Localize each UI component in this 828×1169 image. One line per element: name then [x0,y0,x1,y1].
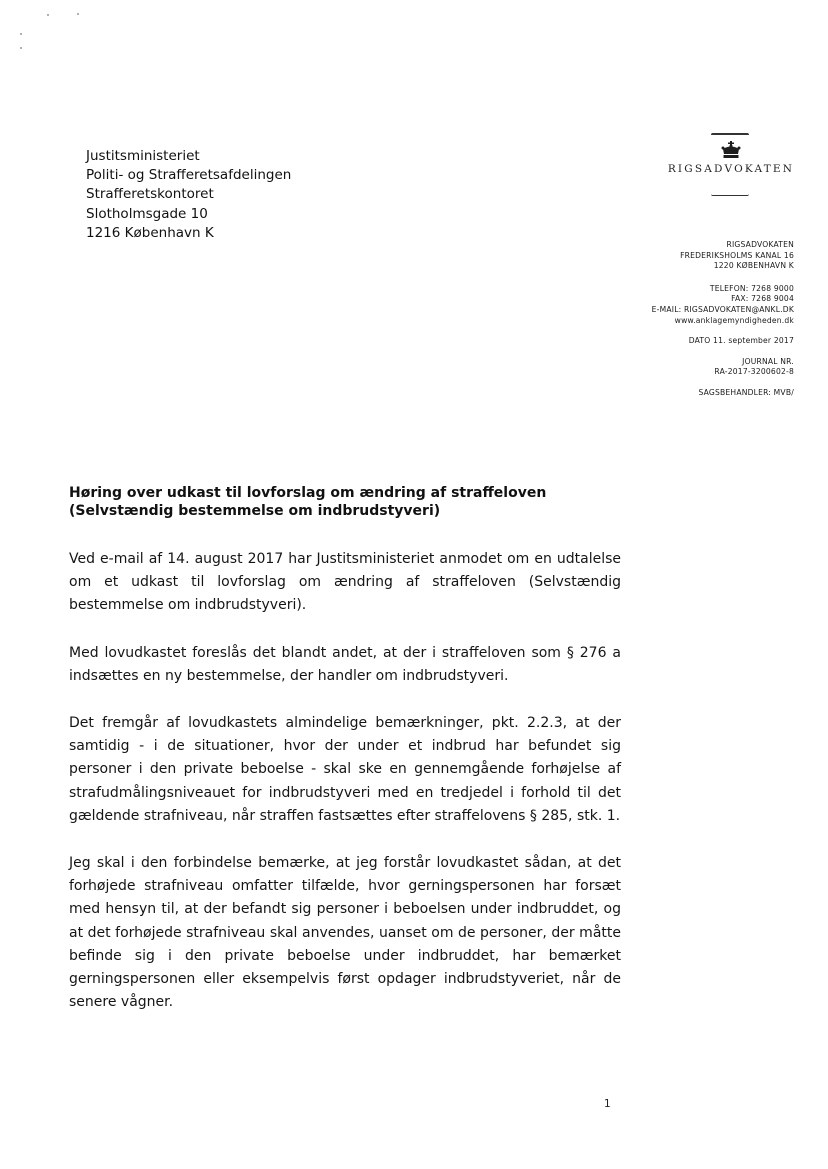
page-number: 1 [604,1098,611,1110]
body-paragraph: Ved e-mail af 14. august 2017 har Justitsministeriet anmodet om en udtalelse om et udkast til lovforslag om ændring af straffeloven (Selvstændig bestemmelse om indbrudstyveri). [69,551,621,614]
letter-date: DATO 11. september 2017 [688,336,794,346]
journal-number: RA-2017-3200602-8 [714,367,794,377]
sender-address-line: FREDERIKSHOLMS KANAL 16 [680,250,794,260]
logo-bottom-rule [711,194,749,196]
sender-phone: TELEFON: 7268 9000 [709,283,794,293]
crown-icon [664,141,798,161]
sender-address-line: RIGSADVOKATEN [726,240,794,249]
journal-label: JOURNAL NR. [742,356,794,366]
sender-details [652,240,794,399]
recipient-line: 1216 København K [86,224,214,241]
letterhead-logo [664,133,798,196]
scan-speck [77,13,79,15]
sender-address-line: 1220 KØBENHAVN K [713,261,794,271]
logo-wordmark: RIGSADVOKATEN [667,163,795,175]
scan-speck [47,14,49,16]
sender-website: www.anklagemyndigheden.dk [674,315,794,325]
sender-fax: FAX: 7268 9004 [731,294,794,304]
letter-subject: Høring over udkast til lovforslag om ændring af straffeloven (Selvstændig bestemmelse om indbrudstyveri) [69,485,547,519]
recipient-line: Strafferetskontoret [86,186,214,203]
body-paragraph: Det fremgår af lovudkastets almindelige bemærkninger, pkt. 2.2.3, at der samtidig - i de situationer, hvor der under et indbrud har befundet sig personer i den private beboelse - skal ske en gennemgående forhøjelse af strafudmålingsniveauet for indbrudstyveri med en tredjedel i forhold til det gældende strafniveau, når straffen fastsættes efter straffelovens § 285, stk. 1. [69,715,621,824]
scan-speck [20,33,22,35]
body-paragraph: Med lovudkastet foreslås det blandt andet, at der i straffeloven som § 276 a indsættes en ny bestemmelse, der handler om indbrudstyveri. [69,644,621,684]
recipient-address [86,147,291,243]
case-handler: SAGSBEHANDLER: MVB/ [698,387,794,397]
sender-email: E-MAIL: RIGSADVOKATEN@ANKL.DK [651,304,794,314]
recipient-line: Slotholmsgade 10 [86,205,208,222]
recipient-line: Justitsministeriet [86,148,200,164]
logo-top-rule [711,133,749,135]
recipient-line: Politi- og Strafferetsafdelingen [86,167,292,184]
body-paragraph: Jeg skal i den forbindelse bemærke, at jeg forstår lovudkastet sådan, at det forhøjede strafniveau omfatter tilfælde, hvor gerningspersonen har forsæt med hensyn til, at der befandt sig personer i beboelsen under indbruddet, og at det forhøjede strafniveau skal anvendes, uanset om de personer, der måtte befinde sig i den private beboelse under indbruddet, har bemærket gerningspersonen eller eksempelvis først opdager indbrudstyveriet, når de senere vågner. [69,855,621,1011]
scan-speck [20,47,22,49]
letter-body [69,548,621,1038]
